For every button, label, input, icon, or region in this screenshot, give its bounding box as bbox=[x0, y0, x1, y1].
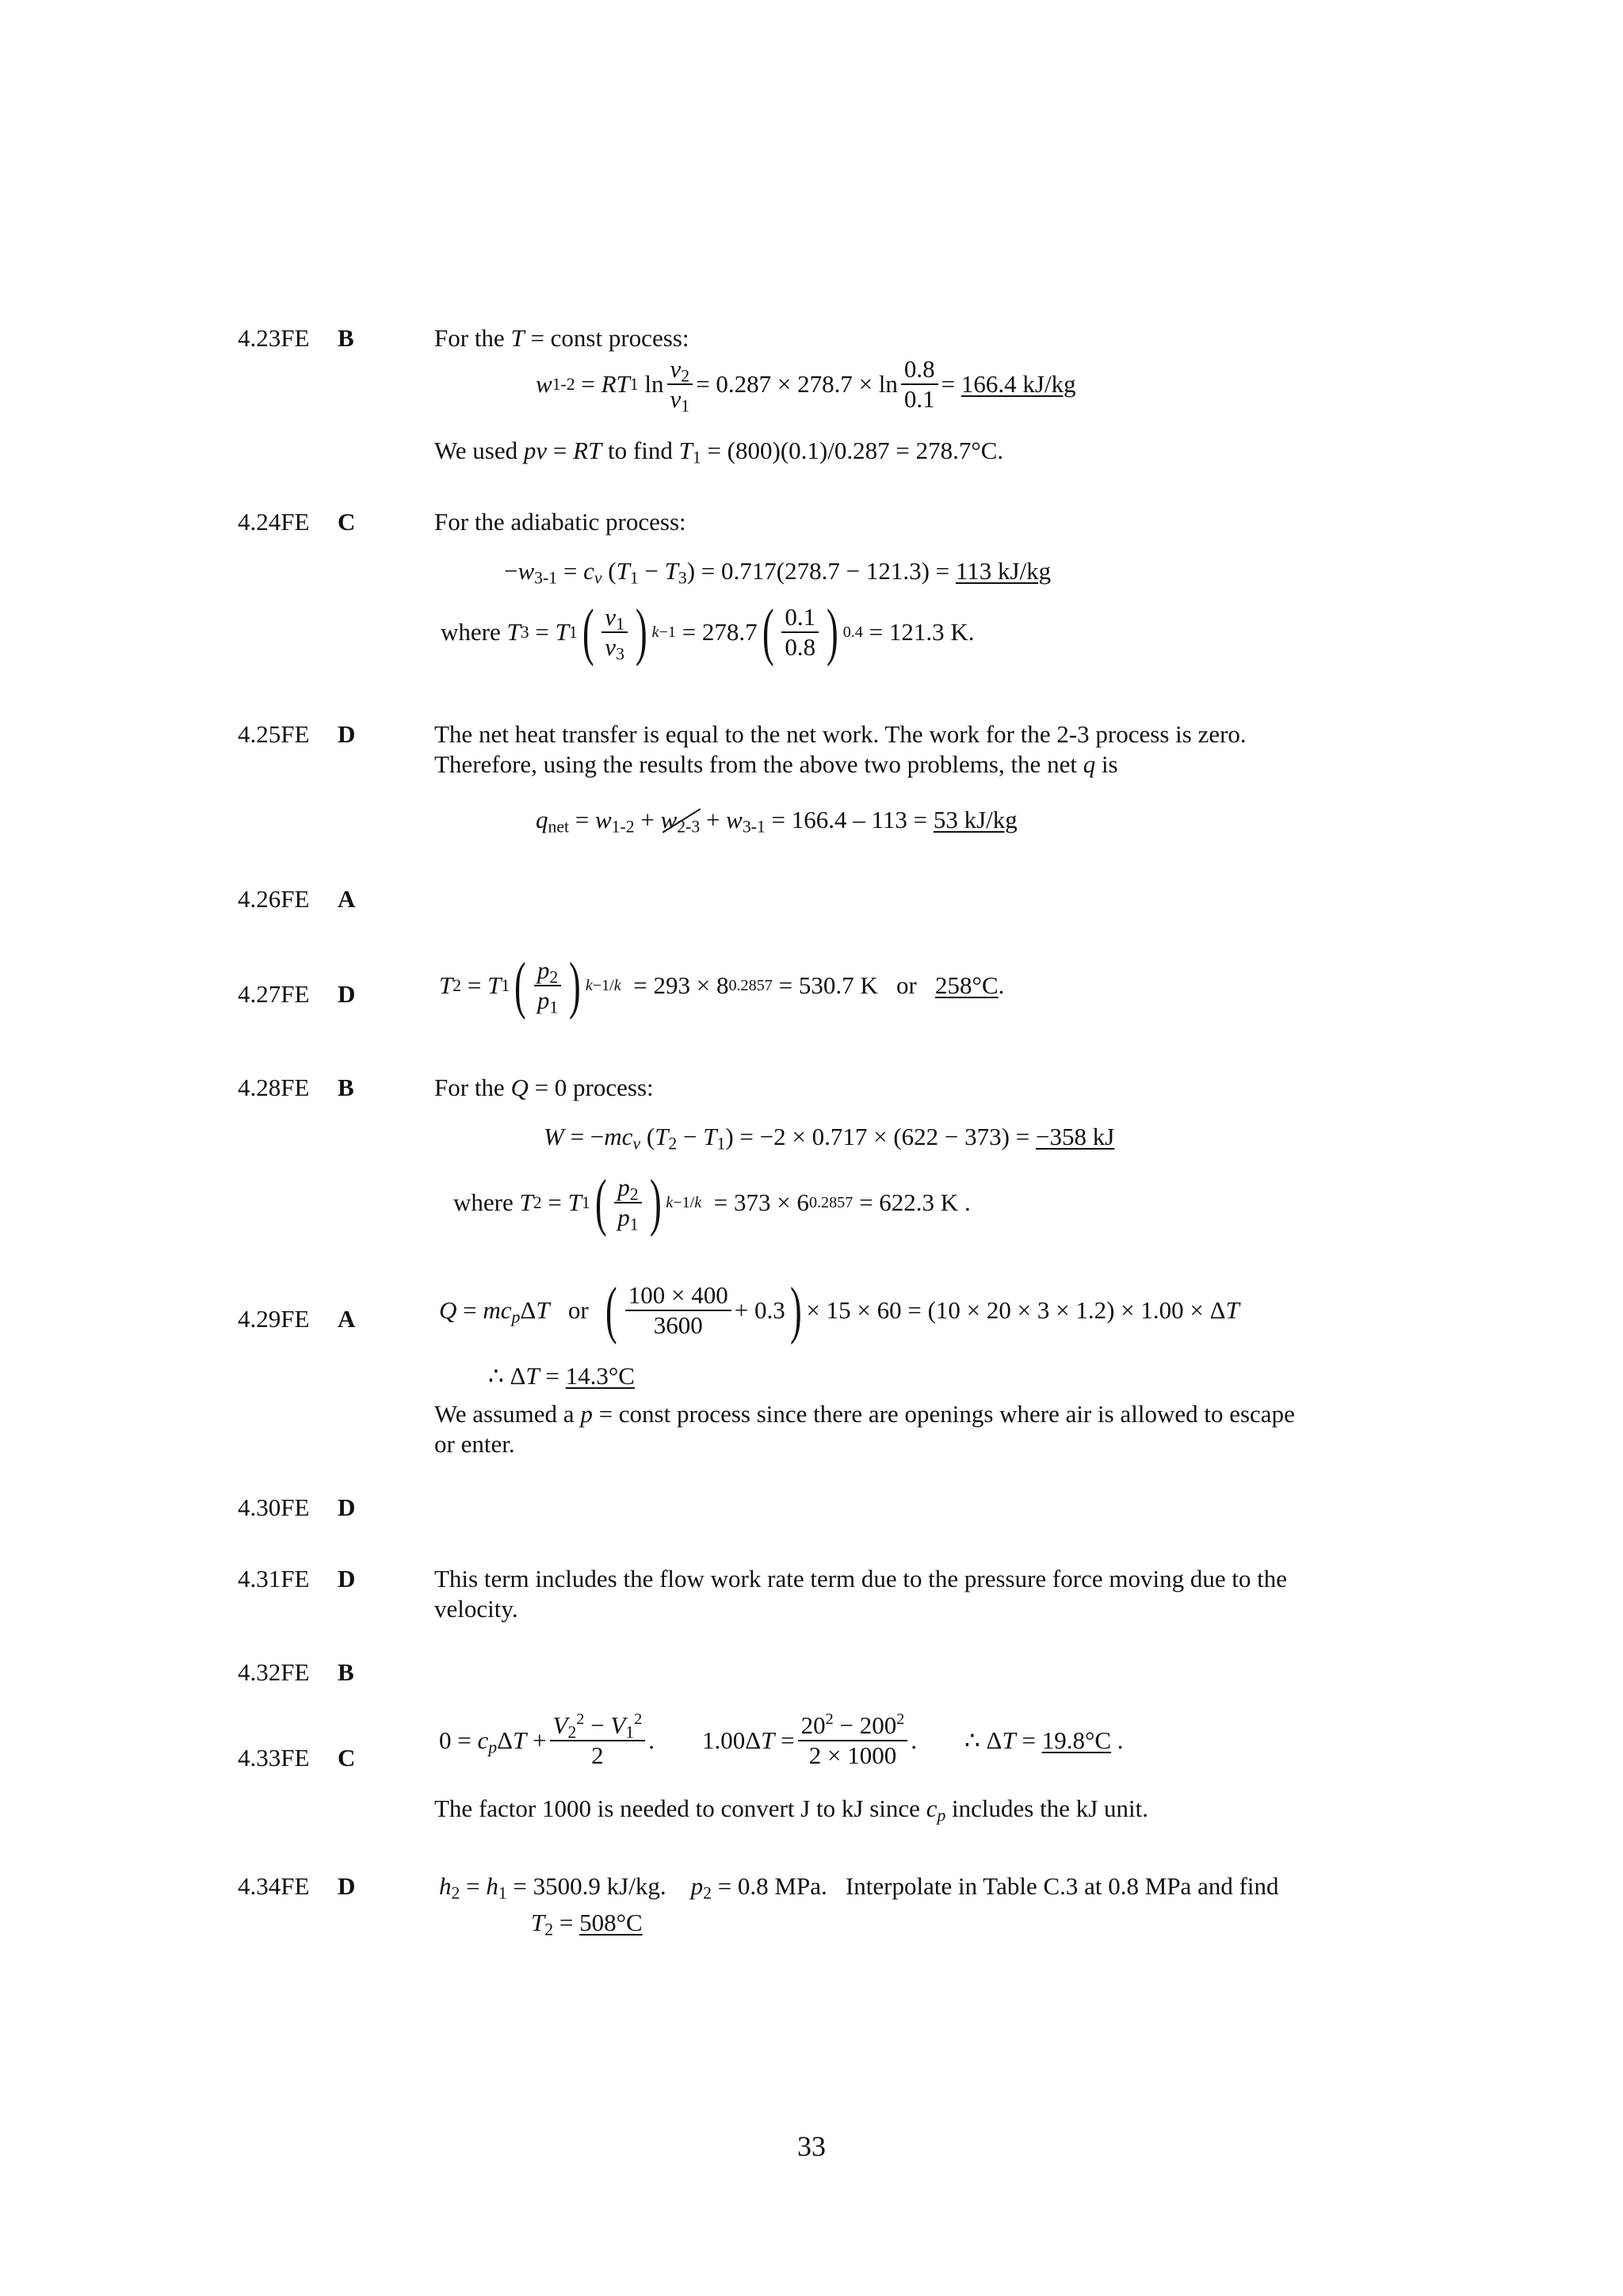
equation: $W = -mc_v$ $(T_2 - T_1) = -2 \times 0.717 \times (622 - 373) = -358$ kJ bbox=[544, 1123, 1115, 1154]
problem-text: The net heat transfer is equal to the net work. The work for the 2-3 process is zero. bbox=[434, 720, 1247, 748]
problem-answer: C bbox=[338, 508, 356, 536]
problem-answer: D bbox=[338, 980, 356, 1008]
equation: $T_2 = 508^\circ C$ bbox=[531, 1909, 643, 1939]
problem-text: velocity. bbox=[434, 1595, 518, 1623]
problem-answer: D bbox=[338, 1565, 356, 1592]
problem-number: 4.24FE bbox=[238, 508, 310, 536]
problem-answer: A bbox=[338, 885, 356, 913]
equation: 0 = $c_p$ Δ T + $\frac{V_2^2 - V_1^2}{2}$ . 1.00Δ T = $\frac{20^2 - 200^2}{2 \times 1000}$ . ∴ Δ T = 19.8°C . bbox=[439, 1710, 1124, 1769]
problem-number: 4.25FE bbox=[238, 720, 310, 748]
equation: $q_{net} = w_{1-2} + w_{2-3} + w_{3-1} = 166.4 - 113 = 53$ kJ/kg bbox=[536, 806, 1018, 837]
equation-result: 113 kJ/kg bbox=[955, 557, 1052, 585]
equation: where T 2 = T 1 ( $\frac{p_2}{p_1}$ ) k−1/k = 373 × 6 0.2857 = 622.3 K . bbox=[453, 1168, 971, 1238]
note: or enter. bbox=[434, 1430, 515, 1458]
equation: $h_2 = h_1 = 3500.9$ kJ/kg. $p_2 = 0.8$ MPa. Interpolate in Table C.3 at 0.8 MPa and find bbox=[439, 1872, 1279, 1903]
page-number: 33 bbox=[797, 2130, 826, 2162]
problem-answer: B bbox=[338, 324, 354, 352]
equation-result: −358 kJ bbox=[1035, 1123, 1115, 1150]
problem-number: 4.31FE bbox=[238, 1565, 310, 1592]
problem-answer: A bbox=[338, 1305, 356, 1333]
problem-number: 4.23FE bbox=[238, 324, 310, 352]
problem-answer: D bbox=[338, 1493, 356, 1521]
equation-result: 14.3°C bbox=[565, 1362, 635, 1390]
equation: w 1-2 = RT 1 ln $\frac{v_2}{v_1}$ = 0.287 × 278.7 × ln $\frac{0.8}{0.1}$ = 166.4 kJ/kg bbox=[536, 355, 1076, 416]
problem-answer: C bbox=[338, 1744, 356, 1772]
problem-intro: For the Q = 0 process: bbox=[434, 1074, 654, 1101]
problem-number: 4.27FE bbox=[238, 980, 310, 1008]
equation: $-w_{3-1} = c_v$ $(T_1 - T_3) = 0.717(278.7 - 121.3) = 113$ kJ/kg bbox=[504, 557, 1052, 588]
problem-number: 4.28FE bbox=[238, 1074, 310, 1101]
note: We used pv = RT to find $T_1 = (800)(0.1)/0.287 = 278.7^\circ C$. bbox=[434, 437, 1004, 467]
problem-number: 4.26FE bbox=[238, 885, 310, 913]
problem-text: This term includes the flow work rate term due to the pressure force moving due to the bbox=[434, 1565, 1288, 1592]
interpolation-text: Interpolate in Table C.3 at 0.8 MPa and find bbox=[845, 1872, 1279, 1900]
equation: ∴ ΔT = 14.3°C bbox=[488, 1362, 635, 1390]
problem-answer: B bbox=[338, 1074, 354, 1101]
equation: Q = $mc_p$ Δ T or ( $\frac{100 \times 400}{3600}$ + 0.3 ) × 15 × 60 = (10 × 20 × 3 × 1.2) × 1.00 × Δ T bbox=[439, 1276, 1239, 1345]
problem-intro: For the T = const process: bbox=[434, 324, 689, 352]
problem-text: Therefore, using the results from the above two problems, the net q is bbox=[434, 750, 1118, 778]
problem-intro: For the adiabatic process: bbox=[434, 508, 686, 536]
problem-number: 4.30FE bbox=[238, 1493, 310, 1521]
problem-answer: D bbox=[338, 1872, 356, 1900]
problem-number: 4.33FE bbox=[238, 1744, 310, 1772]
equation-result: 53 kJ/kg bbox=[933, 806, 1018, 833]
problem-answer: D bbox=[338, 720, 356, 748]
equation-result: 258°C bbox=[935, 971, 999, 1000]
equation-result: 166.4 kJ/kg bbox=[960, 370, 1076, 399]
note: The factor 1000 is needed to convert J to kJ since $c_p$ includes the kJ unit. bbox=[434, 1794, 1149, 1825]
equation-result: 508°C bbox=[579, 1909, 643, 1936]
problem-number: 4.29FE bbox=[238, 1305, 310, 1333]
equation-result: 19.8°C bbox=[1041, 1726, 1112, 1755]
note: We assumed a p = const process since there are openings where air is allowed to escape bbox=[434, 1400, 1295, 1428]
equation: T 2 = T 1 ( $\frac{p_2}{p_1}$ ) k−1/k = 293 × 8 0.2857 = 530.7 K or 258°C . bbox=[439, 951, 1005, 1020]
equation: where T 3 = T 1 ( $\frac{v_1}{v_3}$ ) k−1 = 278.7 ( $\frac{0.1}{0.8}$ ) 0.4 = 121.3 K. bbox=[441, 597, 975, 667]
problem-number: 4.32FE bbox=[238, 1658, 310, 1686]
problem-number: 4.34FE bbox=[238, 1872, 310, 1900]
problem-answer: B bbox=[338, 1658, 354, 1686]
